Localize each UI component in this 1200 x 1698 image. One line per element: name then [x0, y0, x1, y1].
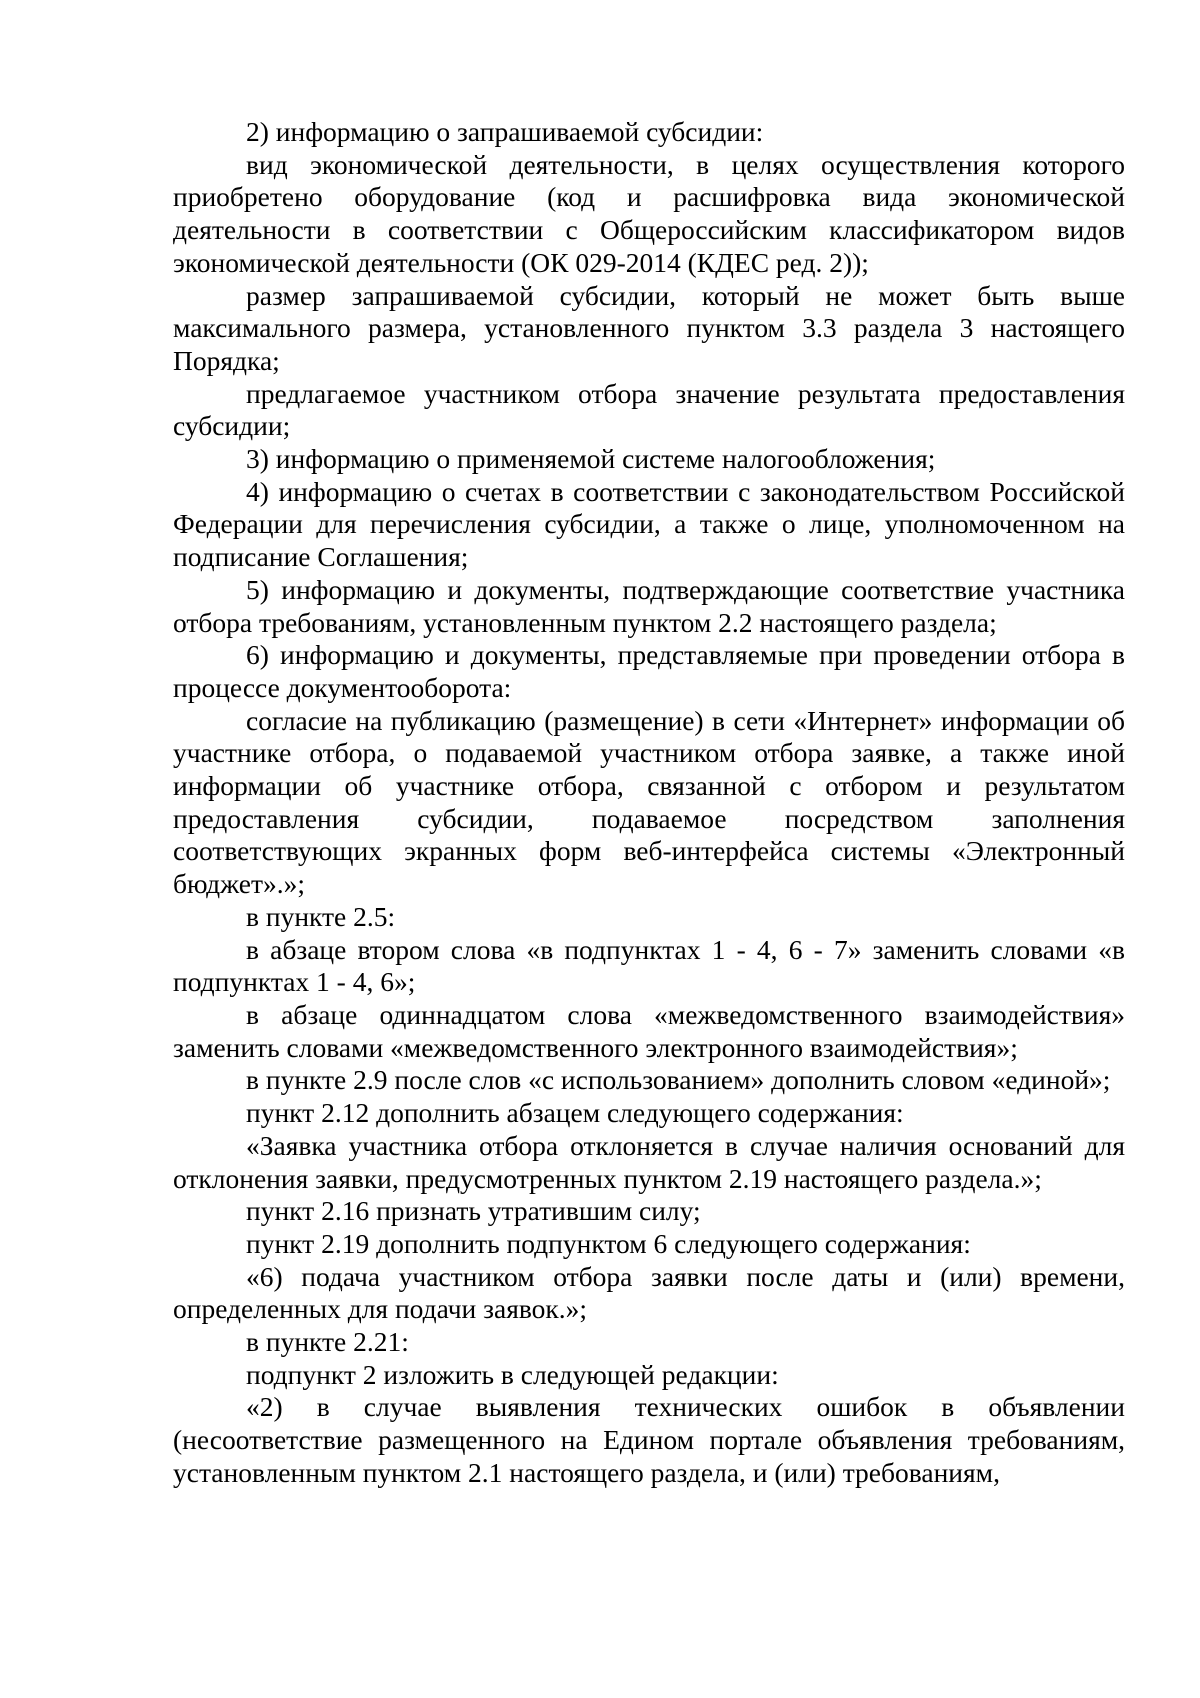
paragraph: 4) информацию о счетах в соответствии с законодательством Российской Федерации для перечисления субсидии, а также о лице, уполномоченном на подписание Соглашения;: [173, 475, 1125, 573]
paragraph: в абзаце втором слова «в подпунктах 1 - 4, 6 - 7» заменить словами «в подпунктах 1 - 4, 6»;: [173, 933, 1125, 998]
paragraph: в пункте 2.5:: [246, 900, 396, 932]
document-page: [173, 116, 1125, 1490]
paragraph: в пункте 2.9 после слов «с использованием» дополнить словом «единой»;: [246, 1064, 1111, 1096]
paragraph: «2) в случае выявления технических ошибок в объявлении (несоответствие размещенного на Едином портале объявления требованиям, установленным пунктом 2.1 настоящего раздела, и (или) требованиям,: [173, 1391, 1125, 1488]
paragraph: 2) информацию о запрашиваемой субсидии:: [246, 116, 764, 147]
paragraph: предлагаемое участником отбора значение результата предоставления субсидии;: [173, 377, 1125, 442]
paragraph: 6) информацию и документы, представляемые при проведении отбора в процессе документооборота:: [173, 639, 1125, 703]
paragraph: 3) информацию о применяемой системе налогообложения;: [246, 443, 936, 475]
paragraph: «6) подача участником отбора заявки после даты и (или) времени, определенных для подачи заявок.»;: [173, 1260, 1125, 1325]
paragraph: вид экономической деятельности, в целях осуществления которого приобретено оборудование (код и расшифровка вида экономической деятельности в соответствии с Общероссийским классификатором видов экономической деятельности (ОК 029-2014 (КДЕС ред. 2));: [173, 148, 1125, 278]
paragraph: в абзаце одиннадцатом слова «межведомственного взаимодействия» заменить словами «межведомственного электронного взаимодействия»;: [173, 998, 1125, 1063]
paragraph: в пункте 2.21:: [246, 1326, 409, 1358]
paragraph: пункт 2.16 признать утратившим силу;: [246, 1195, 701, 1227]
paragraph: 5) информацию и документы, подтверждающие соответствие участника отбора требованиям, установленным пунктом 2.2 настоящего раздела;: [173, 573, 1125, 638]
paragraph: подпункт 2 изложить в следующей редакции:: [246, 1358, 779, 1390]
paragraph: размер запрашиваемой субсидии, который не может быть выше максимального размера, установленного пунктом 3.3 раздела 3 настоящего Порядка;: [173, 279, 1125, 376]
paragraph: пункт 2.19 дополнить подпунктом 6 следующего содержания:: [246, 1227, 971, 1259]
paragraph: согласие на публикацию (размещение) в сети «Интернет» информации об участнике отбора, о подаваемой участником отбора заявке, а также иной информации об участнике отбора, связанной с отбором и результатом предоставления субсидии, подаваемое посредством заполнения соответствующих экранных форм веб-интерфейса системы «Электронный бюджет».»;: [173, 704, 1125, 900]
paragraph: «Заявка участника отбора отклоняется в случае наличия оснований для отклонения заявки, предусмотренных пунктом 2.19 настоящего раздела.»;: [173, 1129, 1125, 1194]
paragraph: пункт 2.12 дополнить абзацем следующего содержания:: [246, 1097, 904, 1129]
